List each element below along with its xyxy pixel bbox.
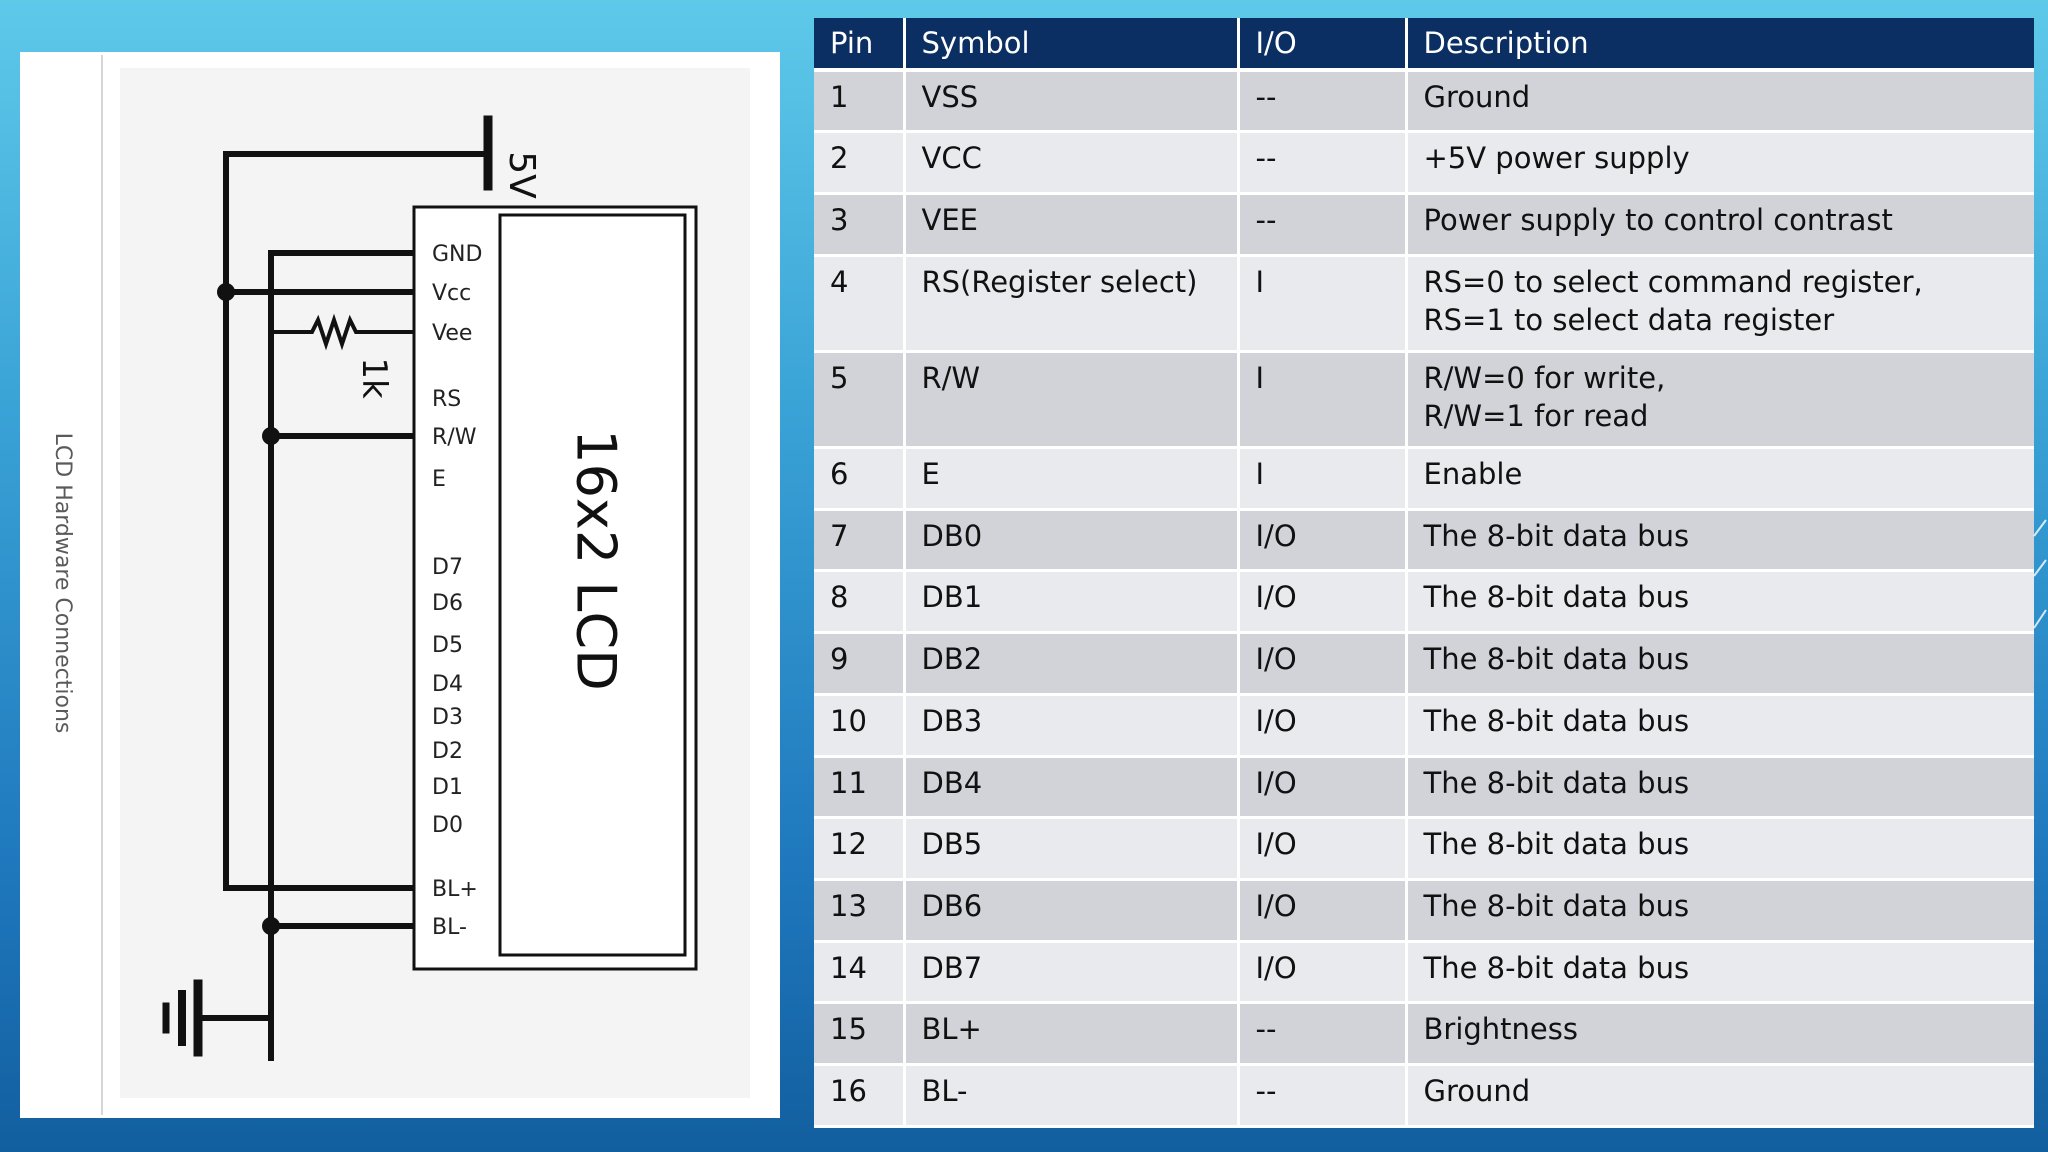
io-cell: -- (1238, 132, 1406, 194)
pin-cell: 5 (814, 351, 904, 447)
table-row (814, 132, 2034, 194)
description-line: R/W=1 for read (1423, 398, 1649, 433)
header-symbol: Symbol (904, 18, 1238, 70)
supply-label: 5V (501, 151, 542, 199)
pin-cell: 8 (814, 571, 904, 633)
symbol-cell: DB4 (904, 756, 1238, 818)
io-cell: I/O (1238, 509, 1406, 571)
pin-label: D6 (432, 591, 463, 616)
table-row (814, 1065, 2034, 1127)
io-cell: I/O (1238, 880, 1406, 942)
description-line: The 8-bit data bus (1423, 827, 1690, 862)
table-row (814, 448, 2034, 510)
pin-label: BL+ (432, 877, 478, 902)
table-row (814, 509, 2034, 571)
io-cell: I (1238, 448, 1406, 510)
pin-cell: 3 (814, 193, 904, 255)
table-row (814, 70, 2034, 132)
pin-cell: 4 (814, 255, 904, 351)
pin-label: D3 (432, 705, 463, 730)
io-cell: I (1238, 255, 1406, 351)
io-cell: -- (1238, 1065, 1406, 1127)
pin-table (814, 18, 2034, 1128)
symbol-cell: DB6 (904, 880, 1238, 942)
pin-label: D4 (432, 672, 463, 697)
side-caption: LCD Hardware Connections (50, 432, 75, 734)
io-cell: I/O (1238, 633, 1406, 695)
pin-cell: 1 (814, 70, 904, 132)
resistor-label: 1k (354, 357, 394, 399)
description-cell (1406, 571, 2034, 633)
junction-dot (262, 917, 280, 935)
description-cell (1406, 756, 2034, 818)
lcd-label: 16x2 LCD (564, 429, 628, 691)
pin-label: D5 (432, 633, 463, 658)
description-line: The 8-bit data bus (1423, 642, 1690, 677)
pin-cell: 2 (814, 132, 904, 194)
description-cell (1406, 509, 2034, 571)
pin-cell: 14 (814, 941, 904, 1003)
description-cell (1406, 70, 2034, 132)
io-cell: I/O (1238, 694, 1406, 756)
description-line: The 8-bit data bus (1423, 889, 1690, 923)
table-row (814, 880, 2034, 942)
description-line: The 8-bit data bus (1423, 950, 1690, 985)
pin-cell: 9 (814, 633, 904, 695)
description-cell (1406, 351, 2034, 447)
pin-label: BL- (432, 915, 467, 940)
pin-label: E (432, 467, 446, 492)
symbol-cell: BL+ (904, 1003, 1238, 1065)
header-description: Description (1406, 18, 2034, 70)
description-line: Ground (1423, 80, 1531, 114)
pin-label: GND (432, 242, 483, 267)
symbol-cell: VEE (904, 193, 1238, 255)
pin-label: RS (432, 387, 462, 412)
description-line: The 8-bit data bus (1423, 703, 1690, 738)
junction-dot (262, 427, 280, 445)
symbol-cell: DB0 (904, 509, 1238, 571)
pin-cell: 11 (814, 756, 904, 818)
pin-cell: 15 (814, 1003, 904, 1065)
pin-cell: 13 (814, 880, 904, 942)
description-line: RS=1 to select data register (1423, 302, 1835, 337)
lcd-wiring-schematic (0, 0, 800, 1152)
io-cell: I/O (1238, 756, 1406, 818)
table-header-row (814, 18, 2034, 70)
description-cell (1406, 193, 2034, 255)
pin-label: D2 (432, 739, 463, 764)
description-cell (1406, 448, 2034, 510)
junction-dot (217, 283, 235, 301)
io-cell: I (1238, 351, 1406, 447)
deco-line (2034, 610, 2046, 628)
symbol-cell: E (904, 448, 1238, 510)
symbol-cell: VSS (904, 70, 1238, 132)
symbol-cell: DB5 (904, 818, 1238, 880)
deco-line (2034, 520, 2046, 536)
symbol-cell: DB2 (904, 633, 1238, 695)
pin-label: R/W (432, 425, 477, 450)
header-pin: Pin (814, 18, 904, 70)
pin-cell: 16 (814, 1065, 904, 1127)
description-line: +5V power supply (1423, 141, 1690, 176)
description-cell (1406, 694, 2034, 756)
description-line: The 8-bit data bus (1423, 580, 1690, 615)
io-cell: -- (1238, 70, 1406, 132)
table-row (814, 818, 2034, 880)
io-cell: -- (1238, 193, 1406, 255)
description-cell (1406, 255, 2034, 351)
pin-label: D7 (432, 555, 463, 580)
description-line: The 8-bit data bus (1423, 518, 1690, 553)
description-cell (1406, 132, 2034, 194)
symbol-cell: BL- (904, 1065, 1238, 1127)
description-cell (1406, 633, 2034, 695)
table-row (814, 1003, 2034, 1065)
decorative-lines (2000, 470, 2048, 670)
description-line: Ground (1423, 1074, 1531, 1109)
pin-cell: 12 (814, 818, 904, 880)
io-cell: I/O (1238, 818, 1406, 880)
description-line: Power supply to control contrast (1423, 202, 1893, 237)
table-row (814, 633, 2034, 695)
table-row (814, 193, 2034, 255)
table-row (814, 571, 2034, 633)
description-line: The 8-bit data bus (1423, 765, 1690, 800)
pin-label: Vee (432, 321, 473, 346)
symbol-cell: DB7 (904, 941, 1238, 1003)
symbol-cell: R/W (904, 351, 1238, 447)
table-row (814, 941, 2034, 1003)
description-cell (1406, 818, 2034, 880)
description-cell (1406, 941, 2034, 1003)
table-row (814, 351, 2034, 447)
table-row (814, 255, 2034, 351)
symbol-cell: DB3 (904, 694, 1238, 756)
description-line: Enable (1423, 457, 1523, 492)
io-cell: -- (1238, 1003, 1406, 1065)
description-cell (1406, 1003, 2034, 1065)
description-cell (1406, 880, 2034, 942)
pin-cell: 6 (814, 448, 904, 510)
symbol-cell: VCC (904, 132, 1238, 194)
pin-label: D1 (432, 775, 463, 800)
symbol-cell: RS(Register select) (904, 255, 1238, 351)
pin-cell: 7 (814, 509, 904, 571)
description-line: RS=0 to select command register, (1423, 264, 1923, 299)
table-row (814, 756, 2034, 818)
pin-label: Vcc (432, 281, 472, 306)
deco-line (2034, 560, 2046, 576)
io-cell: I/O (1238, 571, 1406, 633)
pin-label: D0 (432, 813, 463, 838)
header-io: I/O (1238, 18, 1406, 70)
pin-cell: 10 (814, 694, 904, 756)
description-line: Brightness (1423, 1012, 1578, 1047)
description-cell (1406, 1065, 2034, 1127)
table-row (814, 694, 2034, 756)
description-line: R/W=0 for write, (1423, 360, 1666, 395)
symbol-cell: DB1 (904, 571, 1238, 633)
io-cell: I/O (1238, 941, 1406, 1003)
